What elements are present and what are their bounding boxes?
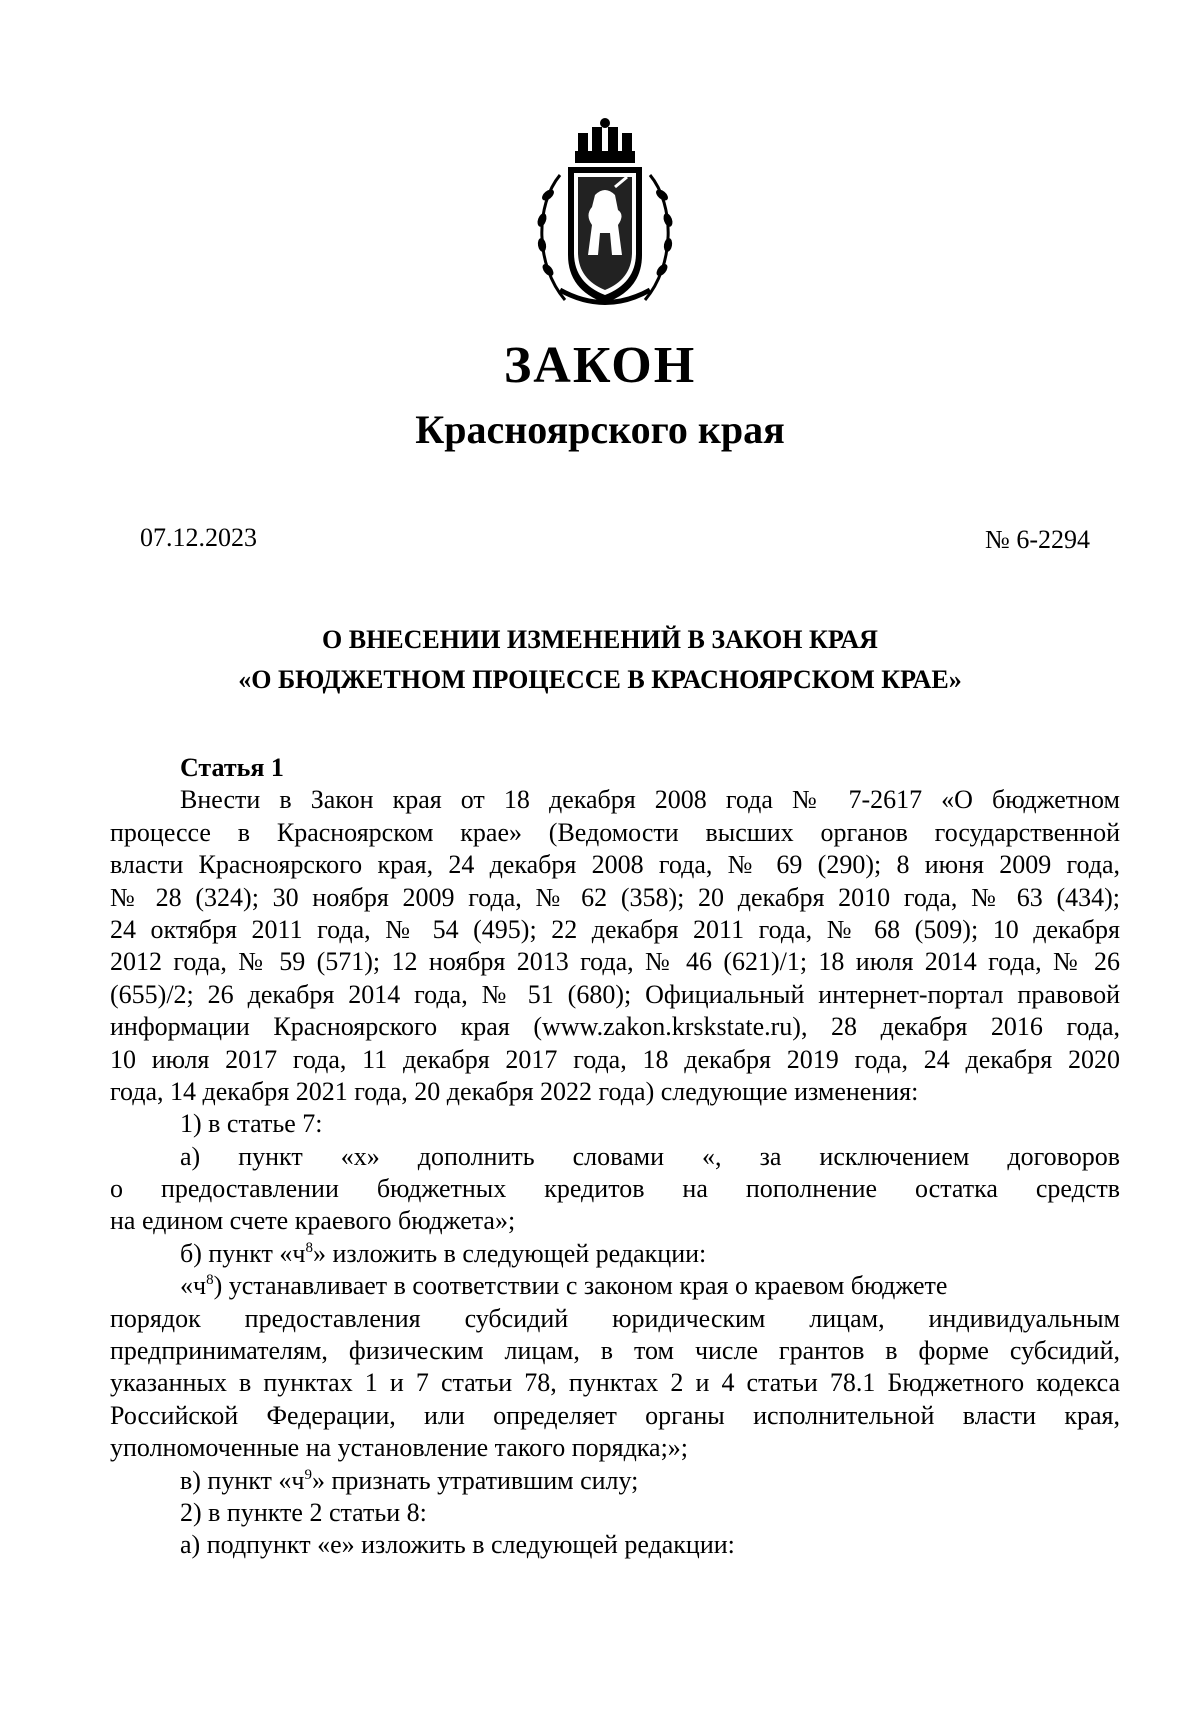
document-body: [110, 752, 1120, 1562]
body-line: о предоставлении бюджетных кредитов на пополнение остатка средств: [110, 1174, 1120, 1204]
body-line-b: [110, 1238, 1120, 1270]
b-pre: б) пункт «ч: [180, 1238, 306, 1268]
body-line: 1) в статье 7:: [180, 1109, 323, 1139]
v-pre: в) пункт «ч: [180, 1465, 305, 1495]
body-line: на едином счете краевого бюджета»;: [110, 1206, 516, 1236]
body-line-quote: [110, 1270, 1120, 1302]
coat-of-arms-emblem: [530, 115, 680, 315]
body-line: 24 октября 2011 года, № 54 (495); 22 декабря 2011 года, № 68 (509); 10 декабря: [110, 914, 1120, 944]
body-line: а) подпункт «е» изложить в следующей редакции:: [180, 1530, 735, 1560]
body-line: предпринимателям, физическим лицам, в том числе грантов в форме субсидий,: [110, 1336, 1120, 1366]
body-line: информации Красноярского края (www.zakon.krskstate.ru), 28 декабря 2016 года,: [110, 1012, 1120, 1042]
body-line: Российской Федерации, или определяет органы исполнительной власти края,: [110, 1400, 1120, 1430]
b-sup: 8: [305, 1239, 313, 1256]
law-heading: [0, 620, 1200, 700]
body-line: уполномоченные на установление такого порядка;»;: [110, 1433, 689, 1463]
document-title: ЗАКОН: [503, 337, 697, 394]
v-sup: 9: [304, 1466, 312, 1483]
body-line: Внести в Закон края от 18 декабря 2008 года № 7-2617 «О бюджетном: [180, 785, 1120, 815]
body-line: 2012 года, № 59 (571); 12 ноября 2013 года, № 46 (621)/1; 18 июля 2014 года, № 26: [110, 947, 1120, 977]
body-line: (655)/2; 26 декабря 2014 года, № 51 (680); Официальный интернет-портал правовой: [110, 979, 1120, 1009]
heading-line-1: О ВНЕСЕНИИ ИЗМЕНЕНИЙ В ЗАКОН КРАЯ: [322, 625, 878, 654]
heading-line-2: «О БЮДЖЕТНОМ ПРОЦЕССЕ В КРАСНОЯРСКОМ КРАЕ»: [238, 665, 962, 694]
body-line: 2) в пункте 2 статьи 8:: [180, 1497, 427, 1527]
body-line: № 28 (324); 30 ноября 2009 года, № 62 (358); 20 декабря 2010 года, № 63 (434);: [110, 882, 1120, 912]
q-post: ) устанавливает в соответствии с законом края о краевом бюджете: [213, 1271, 948, 1301]
body-line: процессе в Красноярском крае» (Ведомости высших органов государственной: [110, 817, 1120, 847]
b-post: » изложить в следующей редакции:: [312, 1238, 707, 1268]
v-post: » признать утратившим силу;: [312, 1465, 639, 1495]
body-line: указанных в пунктах 1 и 7 статьи 78, пунктах 2 и 4 статьи 78.1 Бюджетного кодекса: [110, 1368, 1120, 1398]
body-line: власти Красноярского края, 24 декабря 2008 года, № 69 (290); 8 июня 2009 года,: [110, 850, 1120, 880]
body-line: порядок предоставления субсидий юридическим лицам, индивидуальным: [110, 1303, 1120, 1333]
document-subtitle: Красноярского края: [415, 407, 785, 452]
body-line-v: [110, 1465, 1120, 1497]
law-number: № 6-2294: [985, 525, 1090, 554]
article-title: Статья 1: [180, 753, 284, 782]
q-sup: 8: [206, 1272, 214, 1289]
law-date: 07.12.2023: [140, 523, 257, 552]
body-line: а) пункт «х» дополнить словами «, за исключением договоров: [180, 1141, 1120, 1171]
q-pre: «ч: [180, 1271, 207, 1301]
body-line: 10 июля 2017 года, 11 декабря 2017 года, 18 декабря 2019 года, 24 декабря 2020: [110, 1044, 1120, 1074]
body-line: года, 14 декабря 2021 года, 20 декабря 2022 года) следующие изменения:: [110, 1076, 919, 1106]
